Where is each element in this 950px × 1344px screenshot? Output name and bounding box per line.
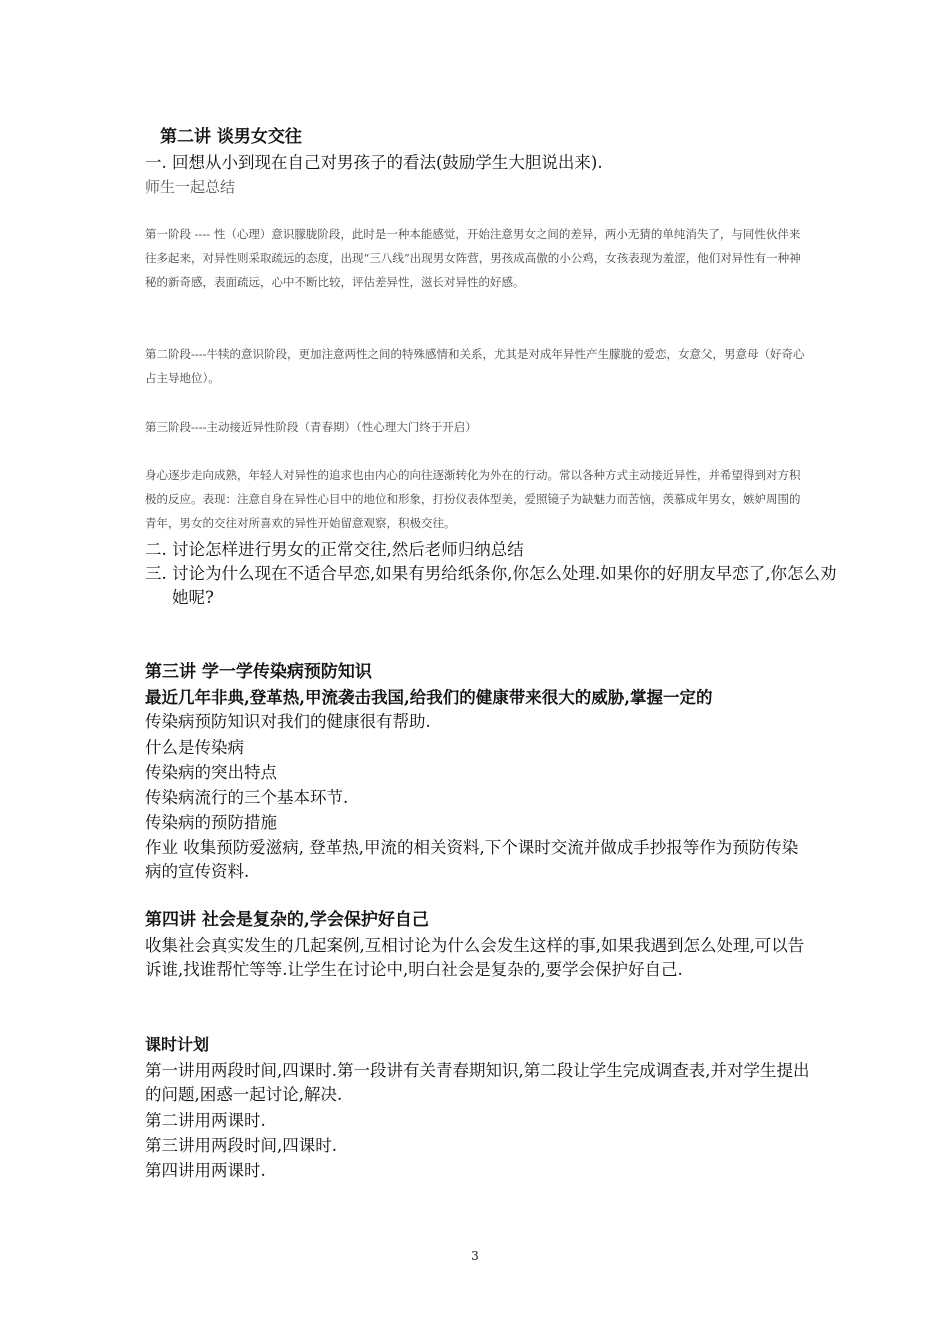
stage1-paragraph: 第一阶段 ---- 性（心理）意识朦胧阶段，此时是一种本能感觉，开始注意男女之间的差异，两小无猜的单纯消失了，与同性伙伴来往多起来，对异性则采取疏远的态度，出现“三八线”出现男女阵营，男孩成高傲的小公鸡，女孩表现为羞涩，他们对异性有一种神秘的新奇感，表面疏远，心中不断比较，评估差异性，滋长对异性的好感。 xyxy=(145,227,801,289)
page-number: 3 xyxy=(471,1249,479,1263)
plan-line1: 第一讲用两段时间,四课时.第一段讲有关青春期知识,第二段让学生完成调查表,并对学生提出的问题,困惑一起讨论,解决. xyxy=(145,1061,810,1104)
lecture3-intro-rest: 传染病预防知识对我们的健康很有帮助. xyxy=(145,712,431,731)
lecture3-item-what-is: 什么是传染病 xyxy=(145,738,244,757)
lecture3-item-links: 传染病流行的三个基本环节. xyxy=(145,788,349,807)
plan-title: 课时计划 xyxy=(145,1035,210,1054)
stage3-paragraph: 身心逐步走向成熟，年轻人对异性的追求也由内心的向往逐渐转化为外在的行动。常以各种方式主动接近异性，并希望得到对方积极的反应。表现：注意自身在异性心目中的地位和形象，打扮仪表体型美，爱照镜子为缺魅力而苦恼，羡慕成年男女，嫉妒周围的青年，男女的交往对所喜欢的异性开始留意观察，积极交往。 xyxy=(145,468,801,530)
plan-line4: 第四讲用两课时. xyxy=(145,1161,266,1180)
lecture3-homework: 作业 收集预防爱滋病, 登革热,甲流的相关资料,下个课时交流并做成手抄报等作为预防传染病的宣传资料. xyxy=(145,838,799,881)
stage3-title: 第三阶段----主动接近异性阶段（青春期）（性心理大门终于开启） xyxy=(145,420,477,434)
lecture2-title: 第二讲 谈男女交往 xyxy=(160,127,302,147)
stage2-paragraph: 第二阶段----牛犊的意识阶段，更加注意两性之间的特殊感情和关系，尤其是对成年异性产生朦胧的爱恋，女意父，男意母（好奇心占主导地位）。 xyxy=(145,347,805,385)
plan-line3: 第三讲用两段时间,四课时. xyxy=(145,1136,337,1155)
lecture3-title: 第三讲 学一学传染病预防知识 xyxy=(145,662,372,682)
lecture2-question2: 二. 讨论怎样进行男女的正常交往,然后老师归纳总结 xyxy=(145,540,524,559)
lecture4-title: 第四讲 社会是复杂的,学会保护好自己 xyxy=(145,910,429,930)
lecture3-item-features: 传染病的突出特点 xyxy=(145,763,277,782)
lecture2-question3: 三. 讨论为什么现在不适合早恋,如果有男给纸条你,你怎么处理.如果你的好朋友早恋了,你怎么劝她呢? xyxy=(145,564,837,607)
lecture3-item-prevention: 传染病的预防措施 xyxy=(145,813,277,832)
lecture2-question1: 一. 回想从小到现在自己对男孩子的看法(鼓励学生大胆说出来). xyxy=(145,153,603,172)
lecture2-summary-label: 师生一起总结 xyxy=(145,178,236,196)
plan-line2: 第二讲用两课时. xyxy=(145,1111,266,1130)
lecture3-intro-bold: 最近几年非典,登革热,甲流袭击我国,给我们的健康带来很大的威胁,掌握一定的 xyxy=(145,688,713,707)
lecture4-body: 收集社会真实发生的几起案例,互相讨论为什么会发生这样的事,如果我遇到怎么处理,可以告诉谁,找谁帮忙等等.让学生在讨论中,明白社会是复杂的,要学会保护好自己. xyxy=(145,936,805,979)
